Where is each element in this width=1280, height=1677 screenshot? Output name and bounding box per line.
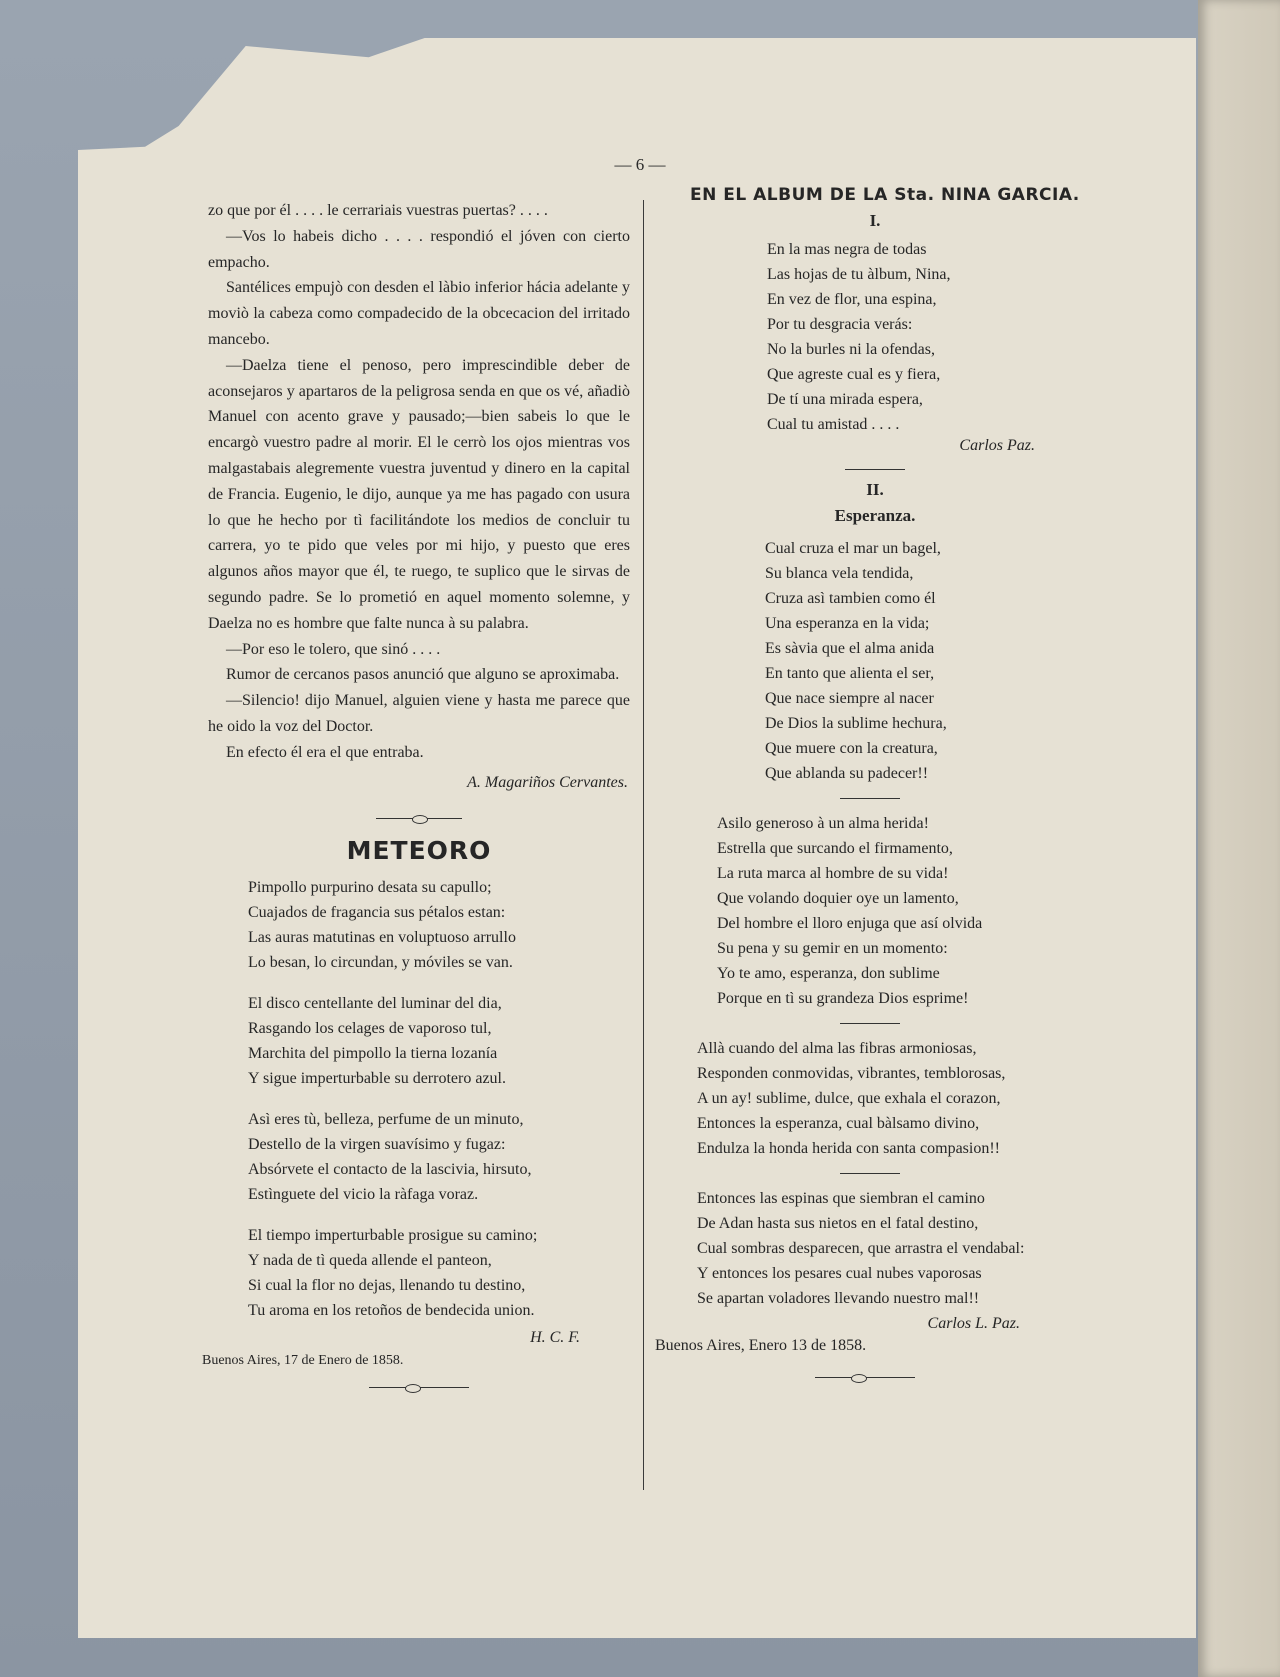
- verse-line: De Dios la sublime hechura,: [765, 715, 947, 732]
- part-numeral: I.: [869, 211, 881, 230]
- poem-part-2-stanza-2: [655, 811, 1095, 1011]
- verse-line: Lo besan, lo circundan, y móviles se van.: [248, 953, 513, 971]
- verse-line: Endulza la honda herida con santa compasion!!: [697, 1140, 1000, 1157]
- verse-line: Que nace siempre al nacer: [765, 690, 934, 707]
- part1-signature: Carlos Paz.: [959, 437, 1035, 454]
- ornamental-rule: [815, 1373, 915, 1383]
- poem-stanza: [248, 1107, 630, 1207]
- verse-line: A un ay! sublime, dulce, que exhala el corazon,: [697, 1090, 1001, 1107]
- ornamental-rule: [376, 814, 462, 824]
- verse-line: Asilo generoso à un alma herida!: [717, 815, 929, 832]
- verse-line: Cruza asì tambien como él: [765, 590, 936, 607]
- verse-line: Allà cuando del alma las fibras armoniosas,: [697, 1040, 977, 1057]
- left-column: [202, 198, 630, 1405]
- verse-line: El tiempo imperturbable prosigue su camino;: [248, 1226, 538, 1244]
- part-subtitle: Esperanza.: [834, 506, 916, 525]
- separator-rule: [840, 1173, 900, 1174]
- poem-part-2-stanza-3: [655, 1036, 1095, 1161]
- separator-rule: [840, 798, 900, 799]
- verse-line: Es sàvia que el alma anida: [765, 640, 935, 657]
- poem-signature: H. C. F.: [530, 1328, 580, 1346]
- poem-stanza: [248, 991, 630, 1091]
- verse-line: Destello de la virgen suavísimo y fugaz:: [248, 1135, 506, 1153]
- adjacent-page-edge: [1198, 0, 1280, 1677]
- verse-line: Yo te amo, esperanza, don sublime: [717, 965, 940, 982]
- verse-line: En tanto que alienta el ser,: [765, 665, 935, 682]
- verse-line: En la mas negra de todas: [767, 241, 927, 258]
- verse-line: Asì eres tù, belleza, perfume de un minuto,: [248, 1110, 524, 1128]
- verse-line: Absórvete el contacto de la lascivia, hirsuto,: [248, 1160, 532, 1178]
- verse-line: No la burles ni la ofendas,: [767, 341, 935, 358]
- verse-line: Una esperanza en la vida;: [765, 615, 930, 632]
- verse-line: Cuajados de fragancia sus pétalos estan:: [248, 903, 506, 921]
- verse-line: Marchita del pimpollo la tierna lozanía: [248, 1044, 498, 1062]
- verse-line: Estìnguete del vicio la ràfaga voraz.: [248, 1185, 479, 1203]
- prose-paragraph: —Vos lo habeis dicho . . . . respondió el jóven con cierto empacho.: [208, 227, 630, 271]
- part2-signature: Carlos L. Paz.: [927, 1315, 1020, 1332]
- verse-line: Entonces la esperanza, cual bàlsamo divino,: [697, 1115, 980, 1132]
- prose-paragraph: —Silencio! dijo Manuel, alguien viene y hasta me parece que he oido la voz del Doctor.: [208, 692, 630, 735]
- verse-line: Su pena y su gemir en un momento:: [717, 940, 948, 957]
- separator-rule: [845, 469, 905, 470]
- verse-line: Rasgando los celages de vaporoso tul,: [248, 1019, 492, 1037]
- separator-rule: [840, 1023, 900, 1024]
- verse-line: Se apartan voladores llevando nuestro mal!!: [697, 1290, 980, 1307]
- verse-line: Pimpollo purpurino desata su capullo;: [248, 878, 492, 896]
- verse-line: De tí una mirada espera,: [767, 391, 923, 408]
- prose-paragraph: —Por eso le tolero, que sinó . . . .: [226, 640, 441, 658]
- verse-line: Y sigue imperturbable su derrotero azul.: [248, 1069, 506, 1087]
- prose-paragraph: Rumor de cercanos pasos anunció que alguno se aproximaba.: [226, 666, 620, 684]
- verse-line: Que volando doquier oye un lamento,: [717, 890, 959, 907]
- verse-line: Y nada de tì queda allende el panteon,: [248, 1251, 492, 1269]
- verse-line: Que muere con la creatura,: [765, 740, 938, 757]
- prose-paragraph: —Daelza tiene el penoso, pero imprescindible deber de aconsejaros y apartaros de la peligrosa senda en que os vé, añadiò Manuel con acento grave y pausado;—bien sabeis lo que le encargò vuestro padre al morir. El le cerrò los ojos mientras vos malgastabais alegremente vuestra juventud y dinero en la capital de Francia. Eugenio, le dijo, aunque ya me has pagado con usura lo que he hecho por tì facilitándote los medios de concluir tu carrera, yo te pido que veles por mi hijo, y puesto que eres algunos años mayor que él, te ruego, te suplico que le sirvas de segundo padre. Se lo prometió en aquel momento solemne, y Daelza no es hombre que falte nunca à su palabra.: [208, 356, 630, 632]
- poem-place-date: Buenos Aires, 17 de Enero de 1858.: [202, 1352, 404, 1368]
- page-number: — 6 —: [614, 155, 666, 174]
- verse-line: Que ablanda su padecer!!: [765, 765, 929, 782]
- prose-paragraph: En efecto él era el que entraba.: [226, 743, 424, 761]
- verse-line: Responden conmovidas, vibrantes, temblorosas,: [697, 1065, 1006, 1082]
- poem-stanza: [248, 1223, 630, 1323]
- verse-line: Del hombre el lloro enjuga que así olvida: [717, 915, 983, 932]
- verse-line: Su blanca vela tendida,: [765, 565, 914, 582]
- poem-part-2-stanza-4: [655, 1186, 1095, 1311]
- ornamental-rule: [369, 1383, 469, 1393]
- verse-line: Cual sombras desparecen, que arrastra el vendabal:: [697, 1240, 1025, 1257]
- poem-stanza: [248, 875, 630, 975]
- right-column: [655, 185, 1095, 1383]
- verse-line: Cual tu amistad . . . .: [767, 416, 900, 433]
- poem-title: METEORO: [346, 835, 492, 865]
- verse-line: De Adan hasta sus nietos en el fatal destino,: [697, 1215, 979, 1232]
- verse-line: Por tu desgracia verás:: [767, 316, 913, 333]
- place-date: Buenos Aires, Enero 13 de 1858.: [655, 1337, 867, 1354]
- verse-line: Cual cruza el mar un bagel,: [765, 540, 941, 557]
- poem-part-2-stanza-1: [655, 536, 1095, 786]
- verse-line: Entonces las espinas que siembran el camino: [697, 1190, 985, 1207]
- verse-line: Porque en tì su grandeza Dios esprime!: [717, 990, 969, 1007]
- verse-line: Y entonces los pesares cual nubes vaporosas: [697, 1265, 982, 1282]
- verse-line: Tu aroma en los retoños de bendecida union.: [248, 1301, 535, 1319]
- poem-part-1: [655, 237, 1095, 437]
- story-continuation: [208, 198, 630, 766]
- verse-line: Las auras matutinas en voluptuoso arrullo: [248, 928, 516, 946]
- column-divider: [643, 200, 644, 1490]
- verse-line: Que agreste cual es y fiera,: [767, 366, 941, 383]
- part-numeral: II.: [866, 480, 884, 499]
- verse-line: En vez de flor, una espina,: [767, 291, 937, 308]
- verse-line: Las hojas de tu àlbum, Nina,: [767, 266, 951, 283]
- prose-signature: A. Magariños Cervantes.: [467, 773, 628, 791]
- verse-line: La ruta marca al hombre de su vida!: [717, 865, 949, 882]
- prose-paragraph: zo que por él . . . . le cerrariais vuestras puertas? . . . .: [208, 202, 548, 219]
- verse-line: Si cual la flor no dejas, llenando tu destino,: [248, 1276, 526, 1294]
- poem-meteoro: [208, 875, 630, 1323]
- poem-title: EN EL ALBUM DE LA Sta. NINA GARCIA.: [690, 185, 1080, 205]
- verse-line: El disco centellante del luminar del dia,: [248, 994, 502, 1012]
- prose-paragraph: Santélices empujò con desden el làbio inferior hácia adelante y moviò la cabeza como compadecido de la obcecacion del irritado mancebo.: [208, 279, 630, 348]
- verse-line: Estrella que surcando el firmamento,: [717, 840, 953, 857]
